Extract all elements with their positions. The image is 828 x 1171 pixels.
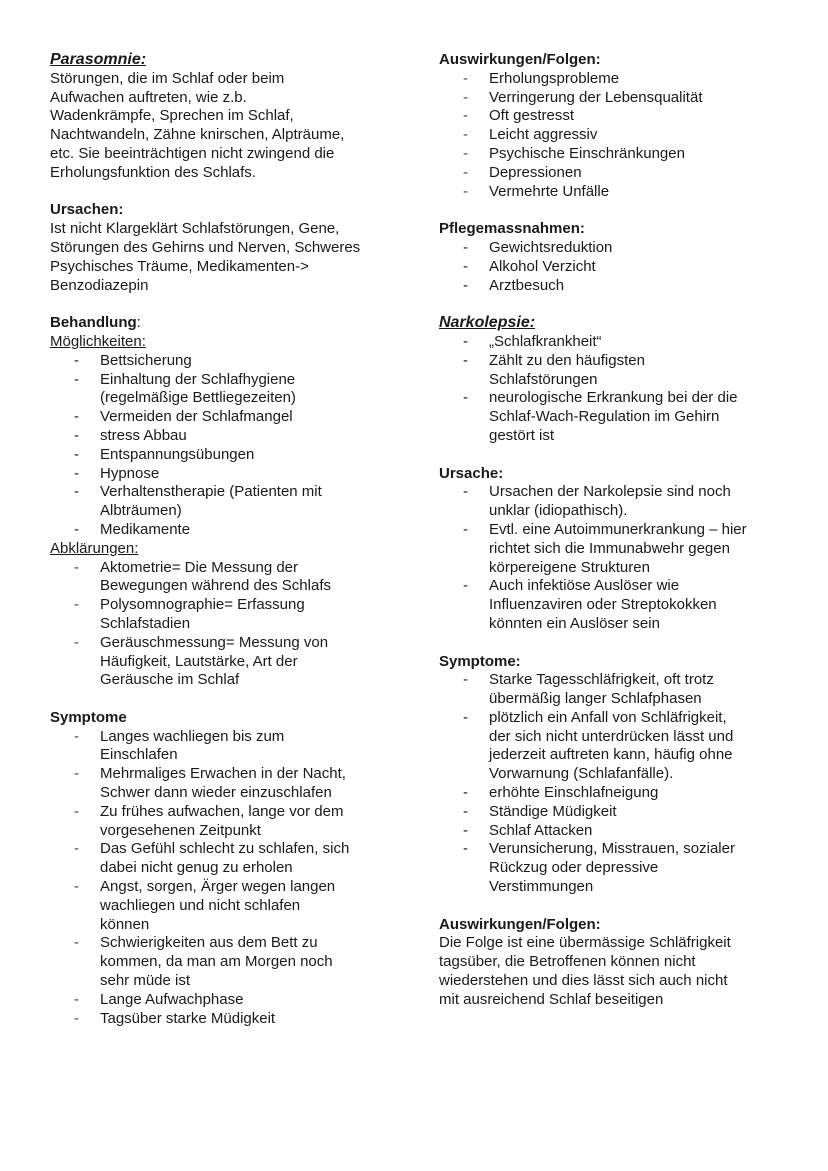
list-item-line: Einschlafen [100, 746, 178, 764]
text-line: etc. Sie beeinträchtigen nicht zwingend die [50, 144, 335, 162]
section-ursachen [50, 201, 395, 295]
list-item [439, 145, 784, 164]
section-title-ursachen: Ursachen: [50, 201, 124, 219]
dash-bullet: - [463, 351, 468, 369]
list-item-line: können [100, 915, 150, 933]
text-line: Ist nicht Klargeklärt Schlafstörungen, Gene, [50, 220, 340, 238]
dash-bullet: - [74, 802, 79, 820]
list-item [439, 671, 784, 709]
list-item [50, 878, 395, 934]
dash-bullet: - [74, 727, 79, 745]
list-item [50, 634, 395, 690]
list-item [439, 521, 784, 577]
text-line: Benzodiazepin [50, 276, 149, 294]
text-line: Erholungsfunktion des Schlafs. [50, 163, 256, 181]
list-item-line: neurologische Erkrankung bei der die [489, 389, 738, 407]
section-title-ursache: Ursache: [439, 464, 504, 482]
list-item [439, 352, 784, 390]
list-item [439, 107, 784, 126]
dash-bullet: - [463, 182, 468, 200]
list-item [50, 352, 395, 371]
list-item-line: Ursachen der Narkolepsie sind noch [489, 483, 731, 501]
list-item-line: sehr müde ist [100, 972, 191, 990]
list-item-line: Schlafstadien [100, 614, 191, 632]
section-symptome-right [439, 653, 784, 897]
list-item-line: Schlaf-Wach-Regulation im Gehirn [489, 408, 720, 426]
list-abklaerungen [50, 559, 395, 691]
list-item-line: stress Abbau [100, 426, 187, 444]
dash-bullet: - [463, 276, 468, 294]
list-item-line: Häufigkeit, Lautstärke, Art der [100, 652, 298, 670]
text-line: Wadenkrämpfe, Sprechen im Schlaf, [50, 107, 294, 125]
dash-bullet: - [74, 840, 79, 858]
list-item-line: Tagsüber starke Müdigkeit [100, 1009, 276, 1027]
label-abklaerungen: Abklärungen: [50, 539, 139, 557]
section-pflegemassnahmen [439, 220, 784, 295]
list-item [439, 239, 784, 258]
section-narkolepsie [439, 314, 784, 446]
list-item-line: könnten ein Auslöser sein [489, 614, 660, 632]
section-title-narkolepsie: Narkolepsie: [439, 314, 536, 332]
list-item-line: Mehrmaliges Erwachen in der Nacht, [100, 765, 346, 783]
section-auswirkungen-1 [439, 51, 784, 201]
list-item [50, 465, 395, 484]
section-title-symptome: Symptome [50, 708, 127, 726]
section-title-auswirkungen-2: Auswirkungen/Folgen: [439, 915, 601, 933]
list-item [439, 577, 784, 633]
section-behandlung [50, 314, 395, 690]
list-item-line: gestört ist [489, 426, 555, 444]
list-item [439, 389, 784, 445]
list-item-line: übermäßig langer Schlafphasen [489, 690, 702, 708]
dash-bullet: - [463, 840, 468, 858]
list-item-line: Schlafstörungen [489, 370, 598, 388]
list-item [439, 709, 784, 784]
list-item-line: erhöhte Einschlafneigung [489, 784, 659, 802]
list-item [439, 89, 784, 108]
list-item [439, 126, 784, 145]
list-pflegemassnahmen [439, 239, 784, 295]
section-auswirkungen-2 [439, 916, 784, 1010]
list-item [439, 164, 784, 183]
list-item [50, 1010, 395, 1029]
dash-bullet: - [74, 426, 79, 444]
list-item-line: Das Gefühl schlecht zu schlafen, sich [100, 840, 350, 858]
dash-bullet: - [463, 671, 468, 689]
list-item [50, 483, 395, 521]
text-line: Störungen des Gehirns und Nerven, Schweres [50, 238, 361, 256]
text-line: wiederstehen und dies lässt sich auch nicht [439, 972, 728, 990]
list-item [50, 371, 395, 409]
list-item-line: Zählt zu den häufigsten [489, 351, 645, 369]
list-item-line: (regelmäßige Bettliegezeiten) [100, 389, 296, 407]
list-item-line: dabei nicht genug zu erholen [100, 859, 293, 877]
section-title-pflegemassnahmen: Pflegemassnahmen: [439, 220, 585, 238]
list-item [439, 277, 784, 296]
list-item-line: Erholungsprobleme [489, 69, 620, 87]
dash-bullet: - [74, 878, 79, 896]
dash-bullet: - [463, 784, 468, 802]
list-item [50, 446, 395, 465]
list-item-line: vorgesehenen Zeitpunkt [100, 821, 261, 839]
list-item-line: Zu frühes aufwachen, lange vor dem [100, 802, 344, 820]
list-item [50, 728, 395, 766]
list-item [439, 333, 784, 352]
list-item-line: Medikamente [100, 520, 191, 538]
list-item-line: Psychische Einschränkungen [489, 144, 685, 162]
list-item-line: Entspannungsübungen [100, 445, 255, 463]
dash-bullet: - [74, 483, 79, 501]
list-item-line: kommen, da man am Morgen noch [100, 953, 333, 971]
dash-bullet: - [74, 408, 79, 426]
list-item [439, 840, 784, 896]
list-item-line: Aktometrie= Die Messung der [100, 558, 299, 576]
list-item [439, 183, 784, 202]
list-item-line: wachliegen und nicht schlafen [100, 896, 301, 914]
list-item-line: Albträumen) [100, 502, 182, 520]
text-line: tagsüber, die Betroffenen können nicht [439, 953, 696, 971]
dash-bullet: - [463, 144, 468, 162]
dash-bullet: - [74, 520, 79, 538]
list-item [50, 596, 395, 634]
list-item-line: Hypnose [100, 464, 160, 482]
dash-bullet: - [463, 126, 468, 144]
list-item-line: körpereigene Strukturen [489, 558, 650, 576]
dash-bullet: - [74, 990, 79, 1008]
dash-bullet: - [463, 708, 468, 726]
dash-bullet: - [463, 821, 468, 839]
list-ursache [439, 483, 784, 633]
list-item-line: Verhaltenstherapie (Patienten mit [100, 483, 322, 501]
list-item-line: Verunsicherung, Misstrauen, sozialer [489, 840, 735, 858]
section-title-auswirkungen-1: Auswirkungen/Folgen: [439, 51, 601, 68]
list-symptome-right [439, 671, 784, 897]
dash-bullet: - [74, 1009, 79, 1027]
list-item-line: Arztbesuch [489, 276, 565, 294]
list-moeglichkeiten [50, 352, 395, 540]
list-item-line: Leicht aggressiv [489, 126, 598, 144]
dash-bullet: - [463, 483, 468, 501]
dash-bullet: - [74, 464, 79, 482]
list-item-line: Bettsicherung [100, 351, 192, 369]
text-line: Psychisches Träume, Medikamenten-> [50, 257, 309, 275]
dash-bullet: - [74, 765, 79, 783]
list-item-line: Rückzug oder depressive [489, 859, 659, 877]
list-item [439, 784, 784, 803]
list-item-line: Influenzaviren oder Streptokokken [489, 596, 717, 614]
section-title-symptome-right: Symptome: [439, 652, 521, 670]
list-item [50, 934, 395, 990]
text-line: Störungen, die im Schlaf oder beim [50, 69, 285, 87]
list-item-line: Verstimmungen [489, 878, 594, 896]
right-column [439, 51, 784, 1010]
dash-bullet: - [463, 163, 468, 181]
list-item [439, 70, 784, 89]
list-narkolepsie [439, 333, 784, 446]
list-item-line: Bewegungen während des Schlafs [100, 577, 331, 595]
list-item-line: Schwierigkeiten aus dem Bett zu [100, 934, 318, 952]
list-item [50, 803, 395, 841]
dash-bullet: - [463, 389, 468, 407]
list-item-line: jederzeit auftreten kann, häufig ohne [489, 746, 733, 764]
list-item-line: Angst, sorgen, Ärger wegen langen [100, 878, 336, 896]
list-item-line: Vermehrte Unfälle [489, 182, 610, 200]
list-item-line: Starke Tagesschläfrigkeit, oft trotz [489, 671, 714, 689]
list-item [50, 765, 395, 803]
text-ursachen [50, 220, 395, 295]
list-item-line: Polysomnographie= Erfassung [100, 596, 305, 614]
list-item-line: Ständige Müdigkeit [489, 802, 617, 820]
list-item-line: plötzlich ein Anfall von Schläfrigkeit, [489, 708, 727, 726]
text-line: mit ausreichend Schlaf beseitigen [439, 990, 664, 1008]
dash-bullet: - [463, 88, 468, 106]
dash-bullet: - [74, 370, 79, 388]
list-item-line: Verringerung der Lebensqualität [489, 88, 703, 106]
text-line: Die Folge ist eine übermässige Schläfrigkeit [439, 934, 731, 952]
list-item-line: Langes wachliegen bis zum [100, 727, 285, 745]
list-item-line: Einhaltung der Schlafhygiene [100, 370, 296, 388]
dash-bullet: - [463, 332, 468, 350]
dash-bullet: - [74, 633, 79, 651]
list-item-line: Geräusche im Schlaf [100, 671, 240, 689]
list-item-line: Gewichtsreduktion [489, 238, 613, 256]
section-ursache [439, 465, 784, 634]
list-item [439, 822, 784, 841]
list-symptome-left [50, 728, 395, 1029]
dash-bullet: - [74, 596, 79, 614]
list-item-line: Vorwarnung (Schlafanfälle). [489, 765, 674, 783]
list-item [50, 408, 395, 427]
dash-bullet: - [74, 351, 79, 369]
list-item-line: Vermeiden der Schlafmangel [100, 408, 293, 426]
dash-bullet: - [463, 107, 468, 125]
label-moeglichkeiten: Möglichkeiten: [50, 332, 146, 350]
list-item-line: „Schlafkrankheit“ [489, 332, 602, 350]
section-symptome-left [50, 709, 395, 1029]
list-item [50, 559, 395, 597]
list-item-line: Alkohol Verzicht [489, 257, 596, 275]
list-item [439, 803, 784, 822]
list-item-line: Lange Aufwachphase [100, 990, 244, 1008]
dash-bullet: - [463, 577, 468, 595]
dash-bullet: - [463, 520, 468, 538]
list-item-line: Oft gestresst [489, 107, 575, 125]
list-item [50, 991, 395, 1010]
dash-bullet: - [74, 558, 79, 576]
behandlung-title-suffix: : [136, 314, 141, 332]
behandlung-title-text: Behandlung [50, 314, 137, 332]
list-item-line: der sich nicht unterdrücken lässt und [489, 727, 734, 745]
dash-bullet: - [463, 802, 468, 820]
list-item-line: richtet sich die Immunabwehr gegen [489, 539, 730, 557]
list-item-line: Auch infektiöse Auslöser wie [489, 577, 680, 595]
text-parasomnie [50, 70, 395, 183]
dash-bullet: - [74, 934, 79, 952]
left-column [50, 51, 395, 1028]
section-title-parasomnie: Parasomnie: [50, 51, 147, 68]
text-auswirkungen-2 [439, 934, 784, 1009]
list-item-line: Geräuschmessung= Messung von [100, 633, 329, 651]
list-item-line: unklar (idiopathisch). [489, 502, 628, 520]
dash-bullet: - [74, 445, 79, 463]
list-item [50, 840, 395, 878]
section-title-behandlung [50, 314, 395, 333]
list-item [439, 258, 784, 277]
list-item [50, 521, 395, 540]
text-line: Aufwachen auftreten, wie z.b. [50, 88, 247, 106]
text-line: Nachtwandeln, Zähne knirschen, Alpträume, [50, 126, 345, 144]
dash-bullet: - [463, 238, 468, 256]
list-item-line: Depressionen [489, 163, 582, 181]
section-parasomnie [50, 51, 395, 183]
dash-bullet: - [463, 69, 468, 87]
list-item [439, 483, 784, 521]
list-item [50, 427, 395, 446]
list-item-line: Schlaf Attacken [489, 821, 593, 839]
list-item-line: Schwer dann wieder einzuschlafen [100, 784, 332, 802]
list-item-line: Evtl. eine Autoimmunerkrankung – hier [489, 520, 747, 538]
list-auswirkungen-1 [439, 70, 784, 202]
dash-bullet: - [463, 257, 468, 275]
